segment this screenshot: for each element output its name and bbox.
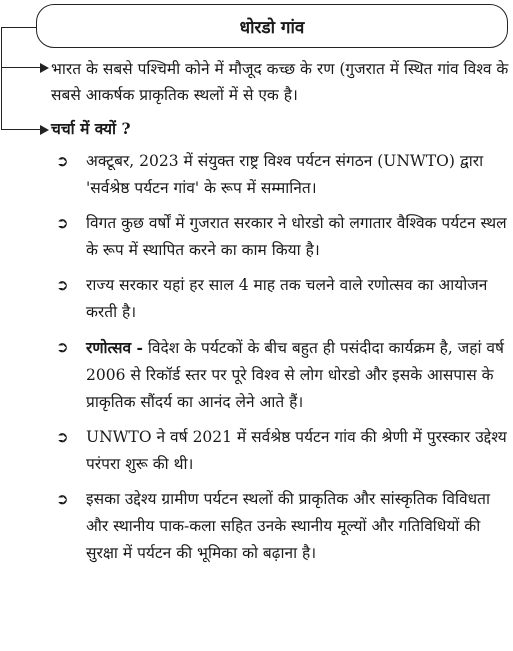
arrow-right-icon [40,63,49,73]
point-text: विदेश के पर्यटकों के बीच बहुत ही पसंदीदा कार्यक्रम है, जहां वर्ष 2006 से रिकॉर्ड स्तर पर पूरे विश्व से लोग धोरडो और इसके आसपास के प्राकृतिक सौंदर्य का आनंद लेने आते हैं। [86,339,504,411]
arrow-bullet-icon: ➲ [56,428,69,446]
arrow-bullet-icon: ➲ [56,276,69,294]
point-text: विगत कुछ वर्षों में गुजरात सरकार ने धोरडो को लगातार वैश्विक पर्यटन स्थल के रूप में स्थापित करने का काम किया है। [86,214,507,259]
list-item [56,424,511,478]
list-item [56,486,511,567]
arrow-right-icon [40,125,49,135]
point-text: UNWTO ने वर्ष 2021 में सर्वश्रेष्ठ पर्यटन गांव की श्रेणी में पुरस्कार उद्देश्य परंपरा शुरू की थी। [86,428,507,473]
page-title: धोरडो गांव [239,17,305,38]
connector-arrow-line-why [1,129,41,130]
arrow-bullet-icon: ➲ [56,338,69,356]
point-text: राज्य सरकार यहां हर साल 4 माह तक चलने वाले रणोत्सव का आयोजन करती है। [86,276,488,321]
list-item [56,148,511,202]
connector-line-vertical [1,27,2,130]
list-item [56,272,511,326]
point-text: अक्टूबर, 2023 में संयुक्त राष्ट्र विश्व पर्यटन संगठन (UNWTO) द्वारा 'सर्वश्रेष्ठ पर्यटन गांव' के रूप में सम्मानित। [86,152,484,197]
point-text: इसका उद्देश्य ग्रामीण पर्यटन स्थलों की प्राकृतिक और सांस्कृतिक विविधता और स्थानीय पाक-कला सहित उनके स्थानीय मूल्यों और गतिविधियों की सुरक्षा में पर्यटन की भूमिका को बढ़ाना है। [86,490,490,562]
arrow-bullet-icon: ➲ [56,214,69,232]
point-bold-lead: रणोत्सव - [86,338,143,357]
connector-arrow-line-intro [1,67,41,68]
why-heading: चर्चा में क्यों ? [51,119,131,138]
connector-line-top [1,27,37,28]
title-box [36,4,508,48]
bullet-list [56,148,511,575]
arrow-bullet-icon: ➲ [56,490,69,508]
list-item [56,210,511,264]
intro-paragraph: भारत के सबसे पश्चिमी कोने में मौजूद कच्छ के रण (गुजरात में स्थित गांव विश्व के सबसे आकर्षक प्राकृतिक स्थलों में से एक है। [51,60,509,104]
list-item [56,334,511,416]
arrow-bullet-icon: ➲ [56,152,69,170]
